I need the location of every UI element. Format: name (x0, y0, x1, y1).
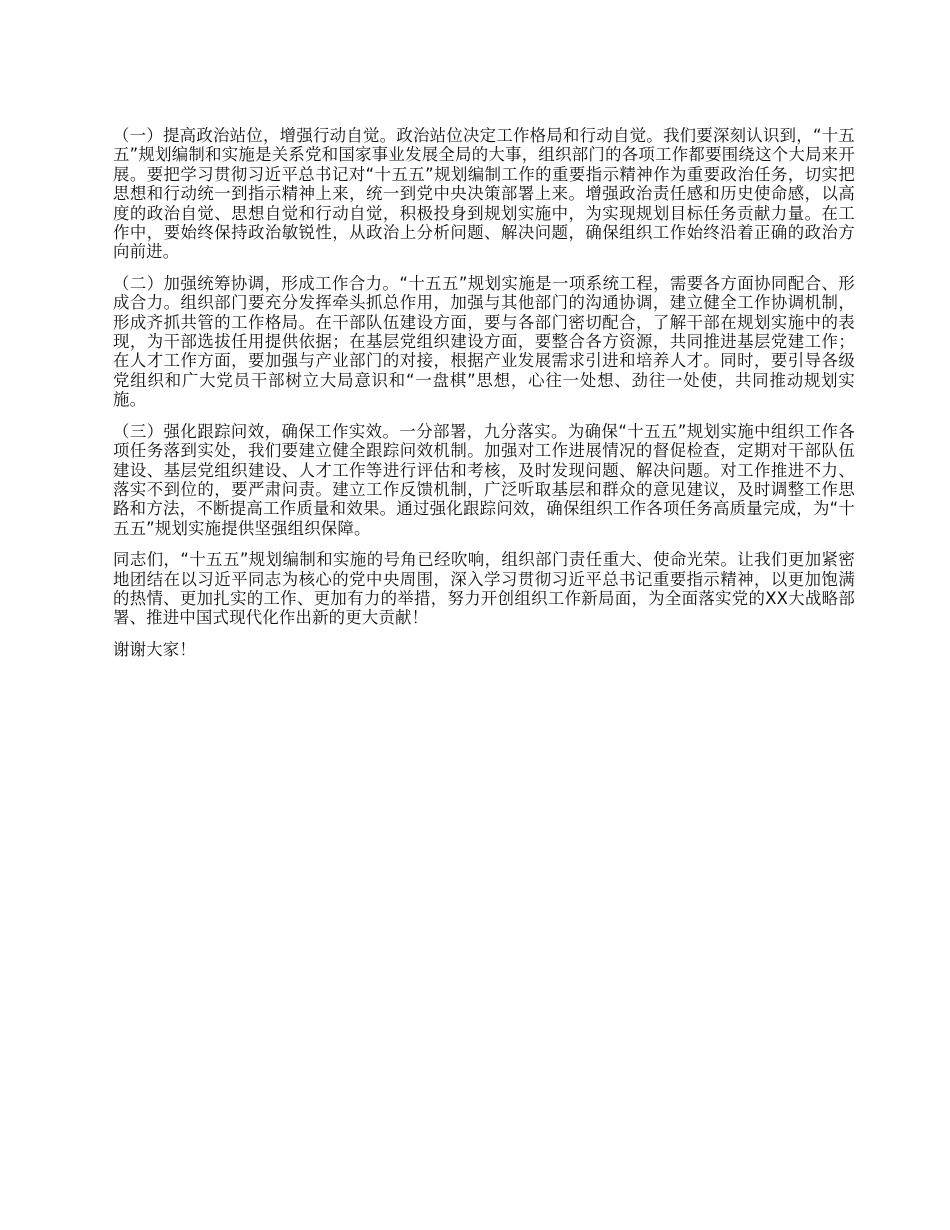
paragraph-strengthen-follow-up: （三）强化跟踪问效，确保工作实效。一分部署，九分落实。为确保“十五五”规划实施中组织工作各项任务落到实处，我们要建立健全跟踪问效机制。加强对工作进展情况的督促检查，定期对干部队伍建设、基层党组织建设、人才工作等进行评估和考核，及时发现问题、解决问题。对工作推进不力、落实不到位的，要严肃问责。建立工作反馈机制，广泛听取基层和群众的意见建议，及时调整工作思路和方法，不断提高工作质量和效果。通过强化跟踪问效，确保组织工作各项任务高质量完成，为“十五五”规划实施提供坚强组织保障。 (113, 421, 855, 538)
paragraph-improve-political-stance: （一）提高政治站位，增强行动自觉。政治站位决定工作格局和行动自觉。我们要深刻认识到，“十五五”规划编制和实施是关系党和国家事业发展全局的大事，组织部门的各项工作都要围绕这个大局来开展。要把学习贯彻习近平总书记对“十五五”规划编制工作的重要指示精神作为重要政治任务，切实把思想和行动统一到指示精神上来，统一到党中央决策部署上来。增强政治责任感和历史使命感，以高度的政治自觉、思想自觉和行动自觉，积极投身到规划实施中，为实现规划目标任务贡献力量。在工作中，要始终保持政治敏锐性，从政治上分析问题、解决问题，确保组织工作始终沿着正确的政治方向前进。 (113, 126, 855, 262)
document-body (113, 126, 855, 671)
paragraph-strengthen-coordination: （二）加强统筹协调，形成工作合力。“十五五”规划实施是一项系统工程，需要各方面协同配合、形成合力。组织部门要充分发挥牵头抓总作用，加强与其他部门的沟通协调，建立健全工作协调机制，形成齐抓共管的工作格局。在干部队伍建设方面，要与各部门密切配合，了解干部在规划实施中的表现，为干部选拔任用提供依据；在基层党组织建设方面，要整合各方资源，共同推进基层党建工作；在人才工作方面，要加强与产业部门的对接，根据产业发展需求引进和培养人才。同时，要引导各级党组织和广大党员干部树立大局意识和“一盘棋”思想，心往一处想、劲往一处使，共同推动规划实施。 (113, 273, 855, 410)
paragraph-thanks: 谢谢大家！ (113, 639, 196, 659)
paragraph-closing-appeal: 同志们，“十五五”规划编制和实施的号角已经吹响，组织部门责任重大、使命光荣。让我们更加紧密地团结在以习近平同志为核心的党中央周围，深入学习贯彻习近平总书记重要指示精神，以更加饱满的热情、更加扎实的工作、更加有力的举措，努力开创组织工作新局面，为全面落实党的XX大战略部署、推进中国式现代化作出新的更大贡献！ (113, 550, 855, 628)
